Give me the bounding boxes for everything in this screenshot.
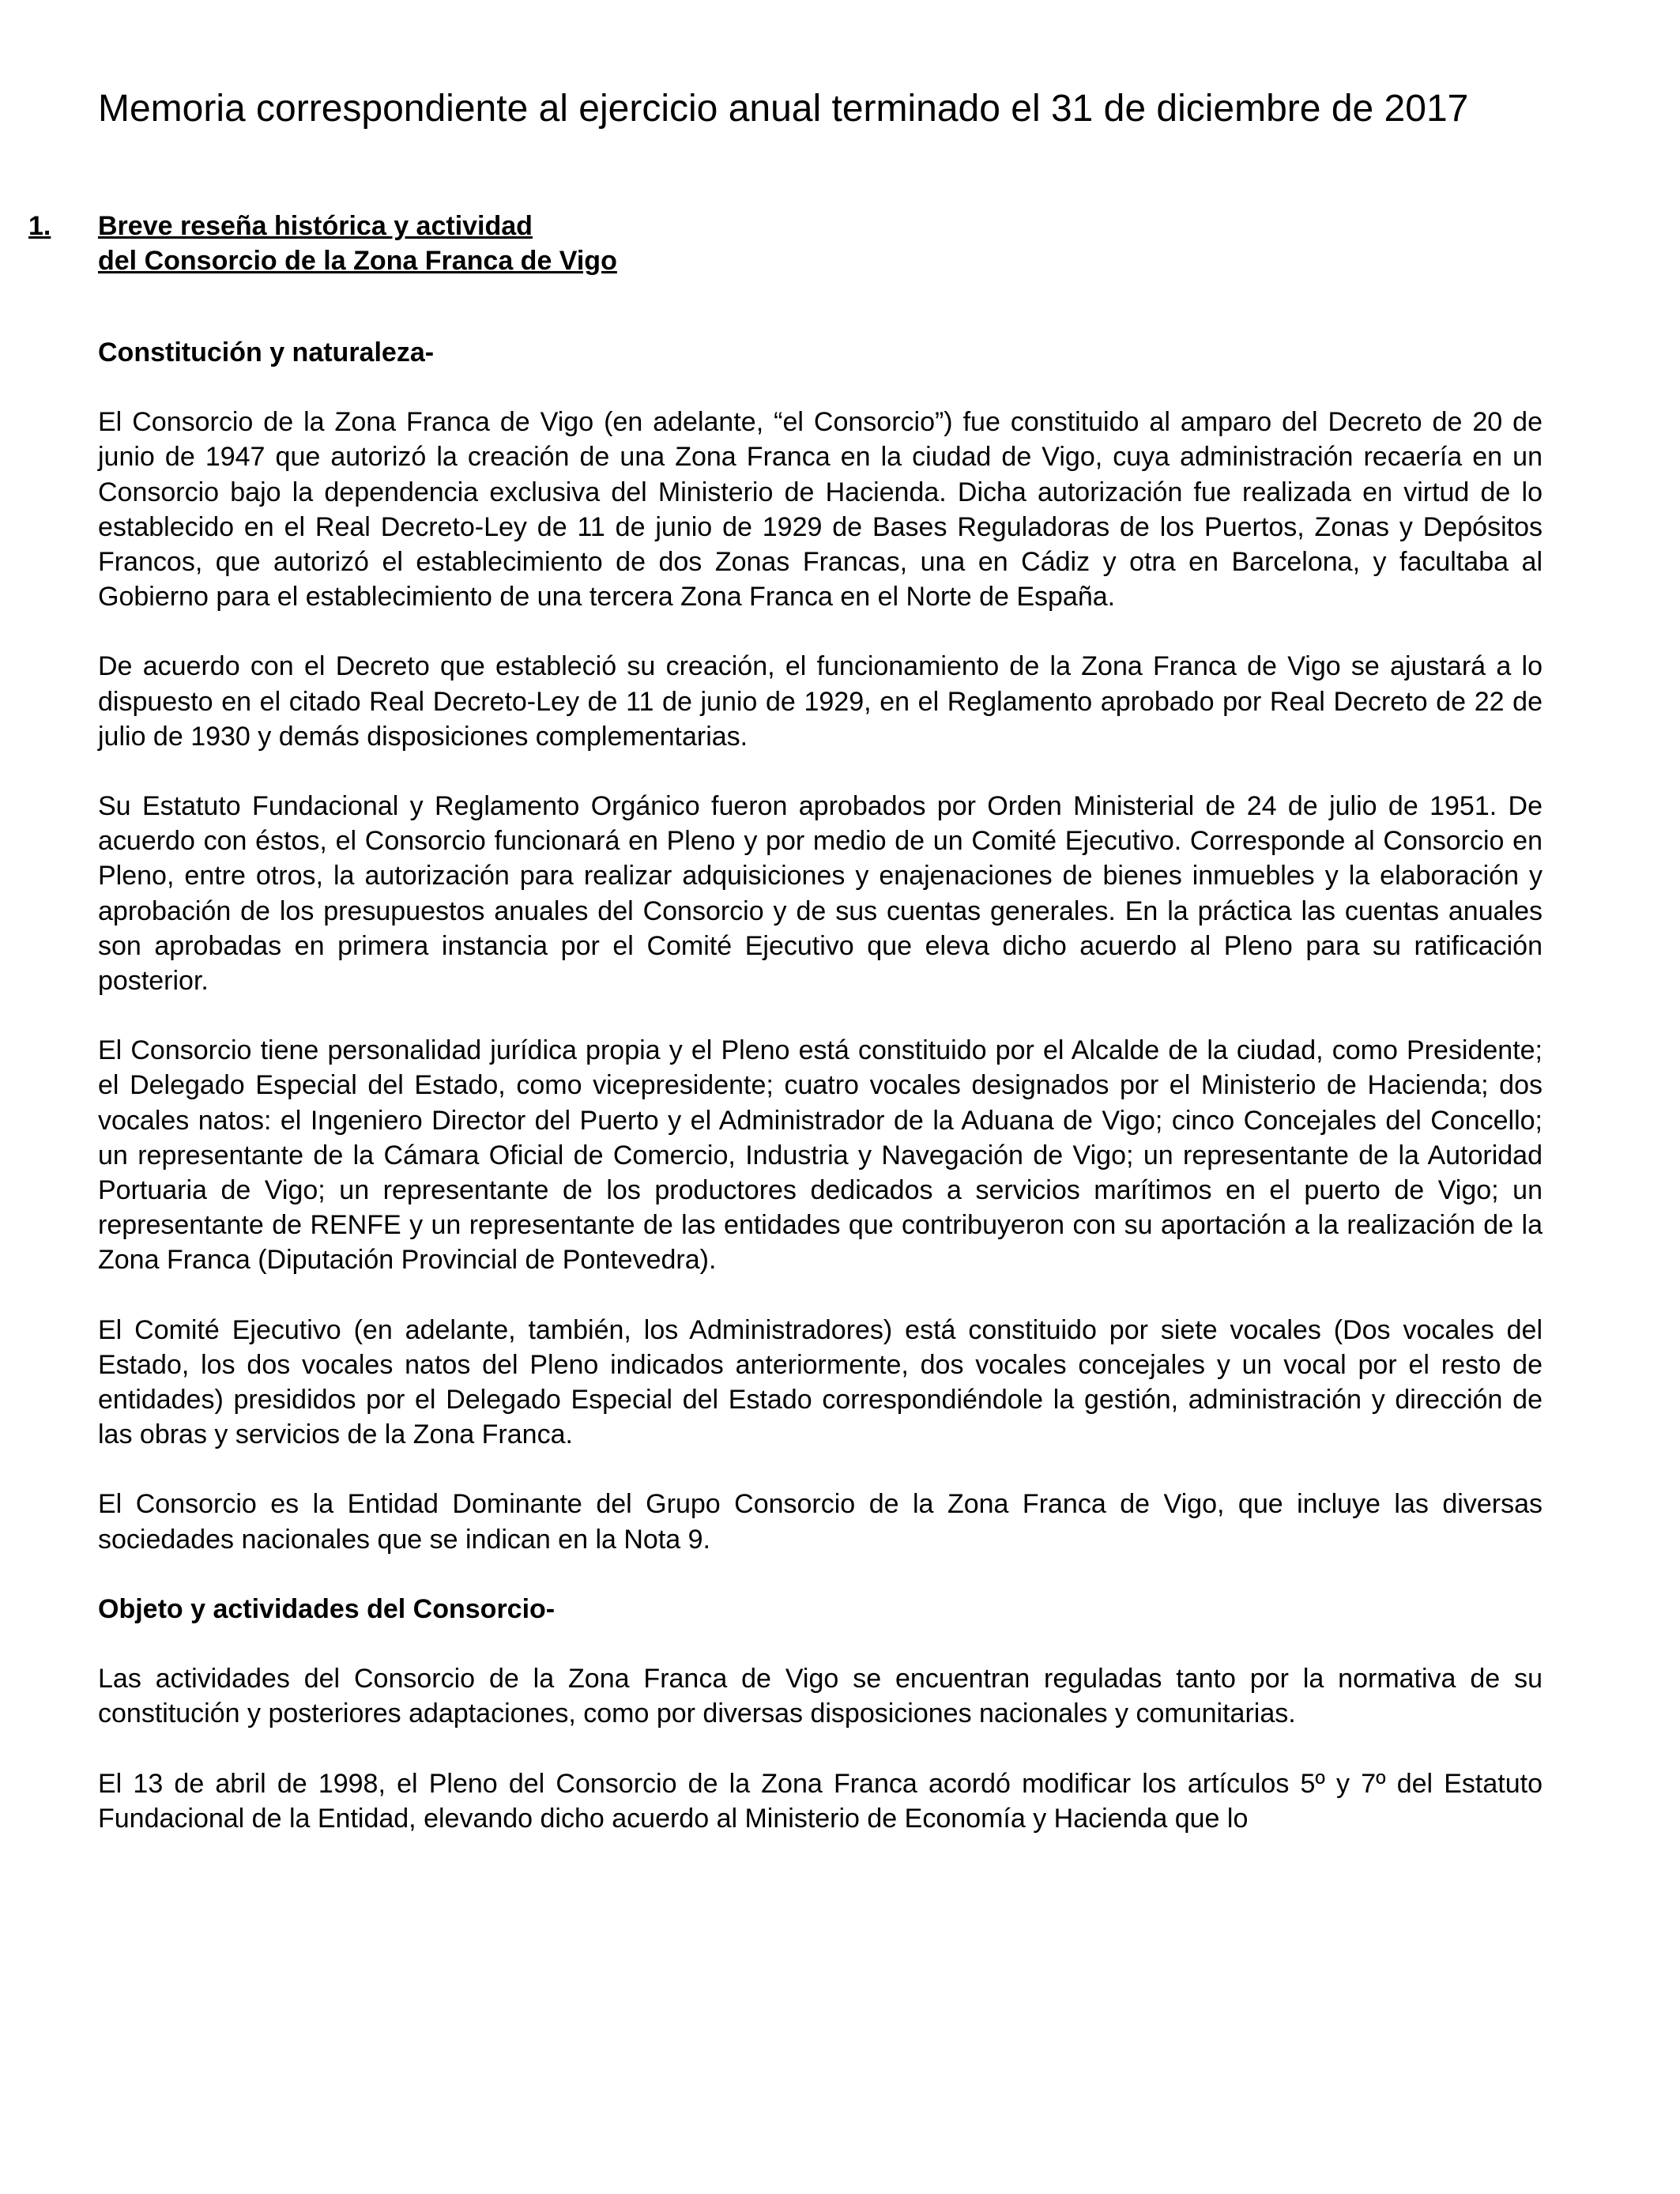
paragraph: De acuerdo con el Decreto que estableció su creación, el funcionamiento de la Zona Franca de Vigo se ajustará a lo dispuesto en el citado Real Decreto-Ley de 11 de junio de 1929, en el Reglamento aprobado por Real Decreto de 22 de julio de 1930 y demás disposiciones complementarias. (98, 651, 1543, 752)
document-body (98, 335, 1543, 1871)
paragraph: Las actividades del Consorcio de la Zona Franca de Vigo se encuentran reguladas tanto por la normativa de su constitución y posteriores adaptaciones, como por diversas disposiciones nacionales y comunitarias. (98, 1664, 1543, 1729)
section-number: 1. (28, 211, 51, 241)
section-title-line-1: Breve reseña histórica y actividad (98, 211, 533, 241)
section-title-line-2: del Consorcio de la Zona Franca de Vigo (98, 246, 617, 276)
paragraph: El Consorcio tiene personalidad jurídica propia y el Pleno está constituido por el Alcalde de la ciudad, como Presidente; el Delegado Especial del Estado, como vicepresidente; cuatro vocales designados por el Ministerio de Hacienda; dos vocales natos: el Ingeniero Director del Puerto y el Administrador de la Aduana de Vigo; cinco Concejales del Concello; un representante de la Cámara Oficial de Comercio, Industria y Navegación de Vigo; un representante de la Autoridad Portuaria de Vigo; un representante de los productores dedicados a servicios marítimos en el puerto de Vigo; un representante de RENFE y un representante de las entidades que contribuyeron con su aportación a la realización de la Zona Franca (Diputación Provincial de Pontevedra). (98, 1035, 1543, 1276)
subsection-heading-objeto: Objeto y actividades del Consorcio- (98, 1593, 556, 1624)
section-title (98, 209, 617, 278)
paragraph: El 13 de abril de 1998, el Pleno del Consorcio de la Zona Franca acordó modificar los artículos 5º y 7º del Estatuto Fundacional de la Entidad, elevando dicho acuerdo al Ministerio de Economía y Hacienda que lo (98, 1768, 1543, 1834)
paragraph: El Comité Ejecutivo (en adelante, también, los Administradores) está constituido por siete vocales (Dos vocales del Estado, los dos vocales natos del Pleno indicados anteriormente, dos vocales concejales y un vocal por el resto de entidades) presididos por el Delegado Especial del Estado correspondiéndole la gestión, administración y dirección de las obras y servicios de la Zona Franca. (98, 1314, 1543, 1450)
paragraph: Su Estatuto Fundacional y Reglamento Orgánico fueron aprobados por Orden Ministerial de 24 de julio de 1951. De acuerdo con éstos, el Consorcio funcionará en Pleno y por medio de un Comité Ejecutivo. Corresponde al Consorcio en Pleno, entre otros, la autorización para realizar adquisiciones y enajenaciones de bienes inmuebles y la elaboración y aprobación de los presupuestos anuales del Consorcio y de sus cuentas generales. En la práctica las cuentas anuales son aprobadas en primera instancia por el Comité Ejecutivo que eleva dicho acuerdo al Pleno para su ratificación posterior. (98, 791, 1543, 997)
subsection-heading-constitucion: Constitución y naturaleza- (98, 337, 435, 368)
paragraph: El Consorcio de la Zona Franca de Vigo (en adelante, “el Consorcio”) fue constituido al amparo del Decreto de 20 de junio de 1947 que autorizó la creación de una Zona Franca en la ciudad de Vigo, cuya administración recaería en un Consorcio bajo la dependencia exclusiva del Ministerio de Hacienda. Dicha autorización fue realizada en virtud de lo establecido en el Real Decreto-Ley de 11 de junio de 1929 de Bases Reguladoras de los Puertos, Zonas y Depósitos Francos, que autorizó el establecimiento de dos Zonas Francas, una en Cádiz y otra en Barcelona, y facultaba al Gobierno para el establecimiento de una tercera Zona Franca en el Norte de España. (98, 407, 1543, 613)
paragraph: El Consorcio es la Entidad Dominante del Grupo Consorcio de la Zona Franca de Vigo, que incluye las diversas sociedades nacionales que se indican en la Nota 9. (98, 1489, 1543, 1555)
document-title: Memoria correspondiente al ejercicio anual terminado el 31 de diciembre de 2017 (98, 88, 1469, 130)
